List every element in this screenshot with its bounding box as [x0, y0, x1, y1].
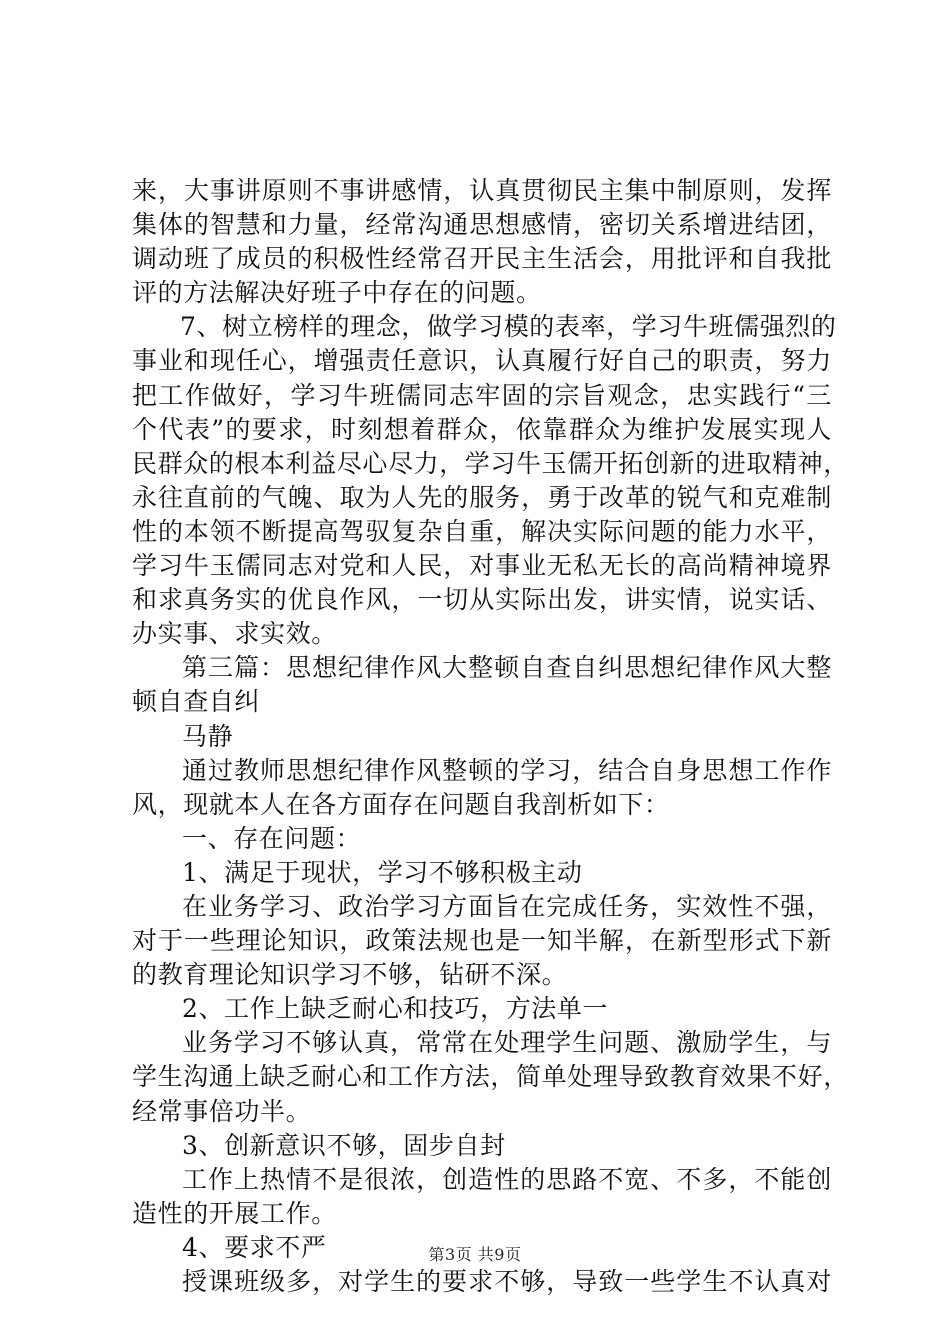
- text-line: 对于一些理论知识，政策法规也是一知半解，在新型形式下新: [132, 926, 832, 956]
- subheading-line: 3、创新意识不够，固步自封: [182, 1130, 506, 1160]
- text-line: 在业务学习、政治学习方面旨在完成任务，实效性不强，: [182, 891, 832, 921]
- text-line: 学习牛玉儒同志对党和人民，对事业无私无长的高尚精神境界: [132, 551, 832, 581]
- text-line: 来，大事讲原则不事讲感情，认真贯彻民主集中制原则，发挥: [132, 176, 832, 205]
- text-line: 永往直前的气魄、取为人先的服务，勇于改革的锐气和克难制: [132, 482, 832, 512]
- text-line: 评的方法解决好班子中存在的问题。: [132, 278, 542, 308]
- document-body: [132, 174, 849, 1299]
- text-line: 授课班级多，对学生的要求不够，导致一些学生不认真对: [182, 1267, 832, 1296]
- text-line: 业务学习不够认真，常常在处理学生问题、激励学生，与: [182, 1028, 832, 1058]
- heading-line: 一、存在问题：: [182, 823, 362, 853]
- text-line: 民群众的根本利益尽心尽力，学习牛玉儒开拓创新的进取精神，: [132, 448, 849, 478]
- text-line: 工作上热情不是很浓，创造性的思路不宽、不多，不能创: [182, 1164, 832, 1194]
- text-line: 和求真务实的优良作风，一切从实际出发，讲实情，说实话、: [132, 585, 832, 615]
- text-line: 经常事倍功半。: [132, 1096, 312, 1126]
- text-line: 性的本领不断提高驾驭复杂自重，解决实际问题的能力水平，: [132, 516, 832, 546]
- text-line: 办实事、求实效。: [132, 619, 337, 649]
- author-name: 马静: [182, 721, 234, 751]
- subheading-line: 4、要求不严: [182, 1232, 327, 1262]
- page-number: 第3页 共9页: [428, 1245, 522, 1264]
- subheading-line: 2、工作上缺乏耐心和技巧，方法单一: [182, 994, 609, 1024]
- text-line: 学生沟通上缺乏耐心和工作方法，简单处理导致教育效果不好，: [132, 1062, 849, 1092]
- text-line: 通过教师思想纪律作风整顿的学习，结合自身思想工作作: [182, 755, 832, 785]
- text-line: 把工作做好，学习牛班儒同志牢固的宗旨观念，忠实践行“三: [132, 380, 832, 410]
- text-line: 调动班了成员的积极性经常召开民主生活会，用批评和自我批: [132, 244, 832, 274]
- section-title-line: 顿自查自纠: [132, 687, 261, 717]
- text-line: 7、树立榜样的理念，做学习模的表率，学习牛班儒强烈的: [180, 312, 837, 342]
- text-line: 集体的智慧和力量，经常沟通思想感情，密切关系增进结团，: [132, 210, 832, 240]
- text-line: 造性的开展工作。: [132, 1198, 337, 1228]
- text-line: 风，现就本人在各方面存在问题自我剖析如下：: [132, 789, 670, 819]
- text-line: 的教育理论知识学习不够，钻研不深。: [132, 960, 568, 990]
- text-line: 事业和现任心，增强责任意识，认真履行好自己的职责，努力: [132, 346, 832, 376]
- subheading-line: 1、满足于现状，学习不够积极主动: [182, 857, 583, 887]
- text-line: 个代表”的要求，时刻想着群众，依靠群众为维护发展实现人: [132, 414, 832, 444]
- section-title-line: 第三篇：思想纪律作风大整顿自查自纠思想纪律作风大整: [182, 653, 832, 683]
